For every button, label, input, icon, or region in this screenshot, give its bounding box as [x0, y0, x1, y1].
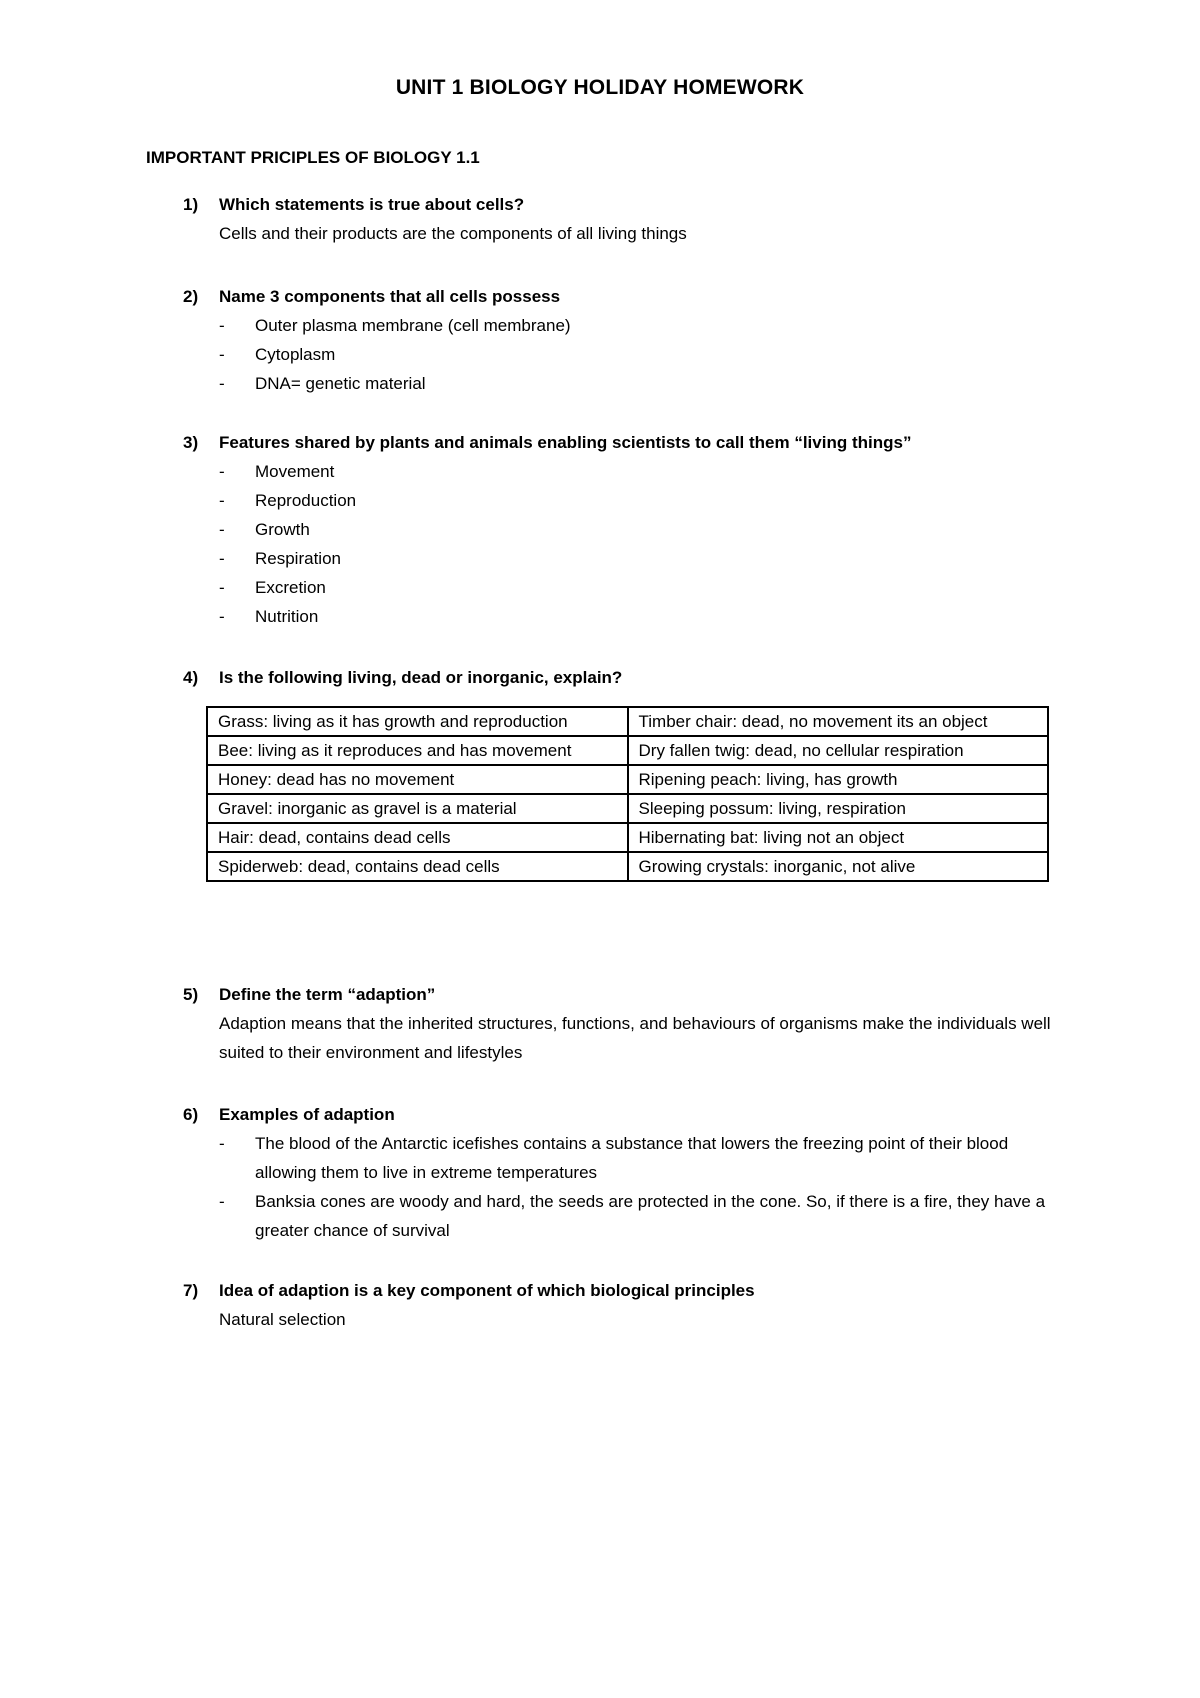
dash-marker: - [219, 549, 225, 568]
list-item-text: The blood of the Antarctic icefishes contains a substance that lowers the freezing point of their blood allowing them to live in extreme temperatures [255, 1134, 1009, 1182]
table-cell: Hibernating bat: living not an object [628, 823, 1049, 852]
table-row [207, 736, 1048, 765]
list-item-text: DNA= genetic material [255, 374, 426, 393]
dash-marker: - [219, 345, 225, 364]
list-item [183, 369, 1063, 398]
list-item-text: Banksia cones are woody and hard, the seeds are protected in the cone. So, if there is a fire, they have a greater chance of survival [255, 1192, 1046, 1240]
list-item [183, 573, 1063, 602]
bullet-list [183, 311, 1063, 398]
list-item [183, 457, 1063, 486]
question-7 [183, 1276, 1063, 1334]
question-number: 1) [183, 195, 199, 214]
section-heading: IMPORTANT PRICIPLES OF BIOLOGY 1.1 [146, 148, 480, 167]
answer-text: Natural selection [219, 1310, 346, 1329]
table-cell: Sleeping possum: living, respiration [628, 794, 1049, 823]
dash-marker: - [219, 316, 225, 335]
dash-marker: - [219, 374, 225, 393]
document-title: UNIT 1 BIOLOGY HOLIDAY HOMEWORK [395, 76, 805, 99]
question-number: 2) [183, 287, 199, 306]
list-item-text: Reproduction [255, 491, 357, 510]
question-text: Features shared by plants and animals enabling scientists to call them “living things” [219, 433, 912, 452]
list-item [183, 340, 1063, 369]
table-cell: Timber chair: dead, no movement its an object [628, 707, 1049, 736]
list-item-text: Excretion [255, 578, 326, 597]
list-item-text: Movement [255, 462, 335, 481]
table-row [207, 823, 1048, 852]
list-item-text: Cytoplasm [255, 345, 336, 364]
answer-text: Cells and their products are the components of all living things [219, 224, 687, 243]
list-item [183, 1187, 1063, 1245]
list-item-text: Nutrition [255, 607, 319, 626]
question-3 [183, 428, 1063, 631]
question-text: Idea of adaption is a key component of which biological principles [219, 1281, 755, 1300]
table-cell: Dry fallen twig: dead, no cellular respiration [628, 736, 1049, 765]
question-number: 4) [183, 668, 199, 687]
table-cell: Growing crystals: inorganic, not alive [628, 852, 1049, 881]
table-row [207, 852, 1048, 881]
question-text: Define the term “adaption” [219, 985, 436, 1004]
dash-marker: - [219, 491, 225, 510]
dash-marker: - [219, 1134, 225, 1153]
list-item-text: Growth [255, 520, 310, 539]
question-5 [183, 980, 1063, 1067]
question-text: Which statements is true about cells? [219, 195, 525, 214]
table-cell: Ripening peach: living, has growth [628, 765, 1049, 794]
bullet-list [183, 1129, 1063, 1245]
bullet-list [183, 457, 1063, 631]
table-row [207, 765, 1048, 794]
dash-marker: - [219, 578, 225, 597]
table-cell: Gravel: inorganic as gravel is a material [207, 794, 628, 823]
dash-marker: - [219, 462, 225, 481]
dash-marker: - [219, 1192, 225, 1211]
list-item-text: Outer plasma membrane (cell membrane) [255, 316, 571, 335]
list-item [183, 1129, 1063, 1187]
question-number: 3) [183, 433, 199, 452]
list-item [183, 515, 1063, 544]
table-row [207, 707, 1048, 736]
question-number: 6) [183, 1105, 199, 1124]
list-item [183, 486, 1063, 515]
dash-marker: - [219, 607, 225, 626]
list-item [183, 602, 1063, 631]
list-item [183, 544, 1063, 573]
question-2 [183, 282, 1063, 398]
question-4 [183, 663, 1063, 692]
dash-marker: - [219, 520, 225, 539]
answer-text: Adaption means that the inherited structures, functions, and behaviours of organisms make the individuals well suited to their environment and lifestyles [219, 1014, 1051, 1062]
question-text: Name 3 components that all cells possess [219, 287, 561, 306]
table-cell: Bee: living as it reproduces and has movement [207, 736, 628, 765]
question-6 [183, 1100, 1063, 1245]
table-cell: Grass: living as it has growth and reproduction [207, 707, 628, 736]
table-row [207, 794, 1048, 823]
table-cell: Spiderweb: dead, contains dead cells [207, 852, 628, 881]
list-item-text: Respiration [255, 549, 341, 568]
list-item [183, 311, 1063, 340]
question-number: 7) [183, 1281, 199, 1300]
table-cell: Honey: dead has no movement [207, 765, 628, 794]
question-text: Examples of adaption [219, 1105, 395, 1124]
question-text: Is the following living, dead or inorganic, explain? [219, 668, 623, 687]
question-number: 5) [183, 985, 199, 1004]
table-cell: Hair: dead, contains dead cells [207, 823, 628, 852]
question-1 [183, 190, 1063, 248]
classification-table [206, 706, 1049, 882]
